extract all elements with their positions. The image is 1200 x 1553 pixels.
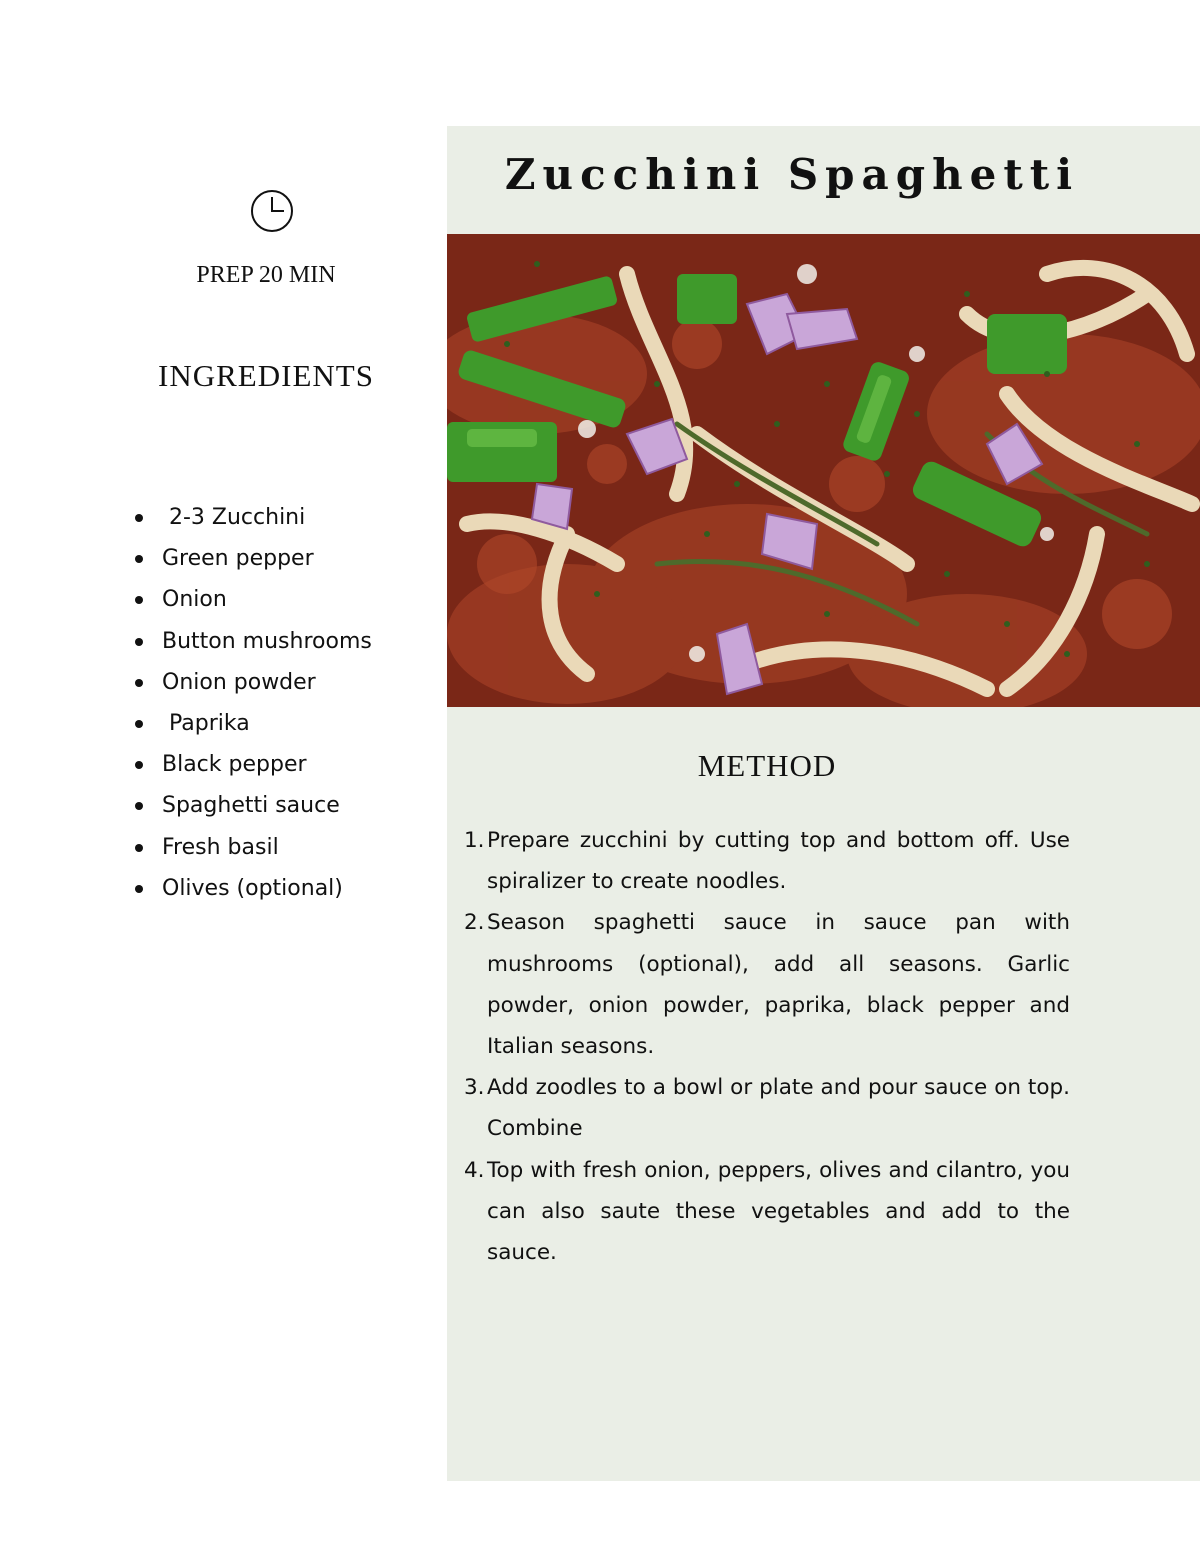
recipe-title: Zucchini Spaghetti [504,150,1080,199]
step-text: Top with fresh onion, peppers, olives and cilantro, you can also saute these vegetables and add to the sauce. [487,1157,1070,1266]
dish-photo [447,234,1200,707]
method-steps [464,820,1070,1273]
method-step [464,902,1070,1067]
step-text: Season spaghetti sauce in sauce pan with mushrooms (optional), add all seasons. Garlic powder, onion powder, paprika, black pepper and Italian seasons. [487,910,1070,1060]
method-step [464,1067,1070,1149]
ingredient-item: Green pepper [132,538,372,579]
step-number: 3. [464,1075,485,1101]
prep-time: PREP 20 MIN [196,262,336,288]
method-step [464,820,1070,902]
step-number: 1. [464,828,485,853]
ingredient-item: Olives (optional) [132,868,372,909]
method-heading: METHOD [697,748,837,783]
ingredient-item: Onion powder [132,662,372,703]
step-number: 4. [464,1157,485,1183]
ingredients-list [132,497,372,909]
method-step [464,1150,1070,1274]
ingredient-item: 2-3 Zucchini [132,497,372,538]
ingredients-heading: INGREDIENTS [158,358,374,393]
ingredient-item: Black pepper [132,744,372,785]
ingredient-item: Spaghetti sauce [132,785,372,826]
step-text: Prepare zucchini by cutting top and bottom off. Use spiralizer to create noodles. [487,828,1070,895]
ingredient-item: Fresh basil [132,827,372,868]
ingredient-item: Button mushrooms [132,621,372,662]
step-number: 2. [464,910,485,936]
clock-icon [249,188,295,234]
ingredient-item: Paprika [132,703,372,744]
ingredient-item: Onion [132,579,372,620]
step-text: Add zoodles to a bowl or plate and pour sauce on top. Combine [487,1075,1070,1142]
